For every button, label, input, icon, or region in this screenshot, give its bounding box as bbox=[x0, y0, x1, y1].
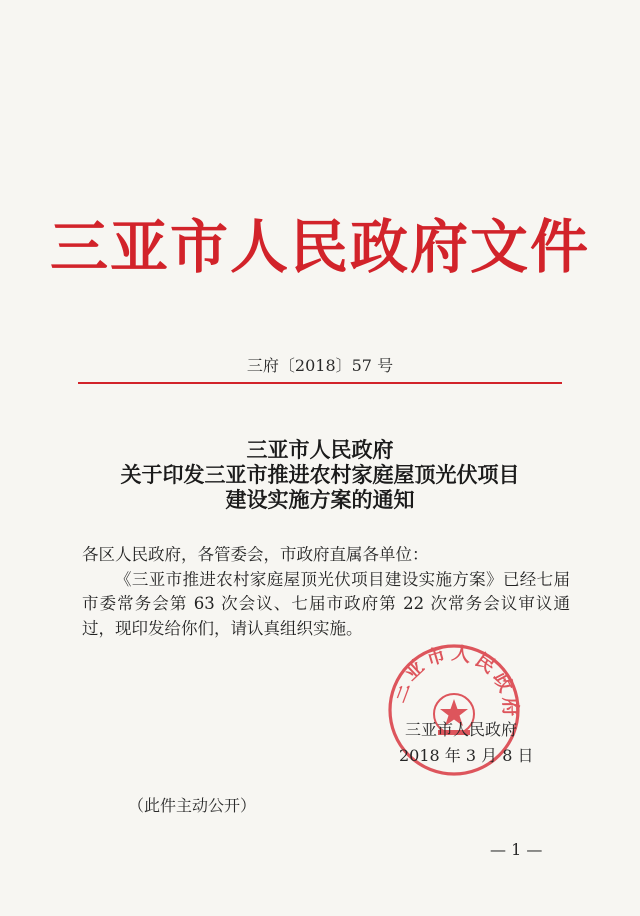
red-separator-line bbox=[78, 382, 562, 384]
title-line-3: 建设实施方案的通知 bbox=[225, 487, 415, 512]
signing-organization: 三亚市人民政府 bbox=[405, 720, 518, 739]
signing-date: 2018 年 3 月 8 日 bbox=[399, 746, 534, 765]
document-body bbox=[82, 543, 570, 641]
svg-text:三亚市人民政府: 三亚市人民政府 bbox=[387, 642, 522, 721]
disclosure-note: （此件主动公开） bbox=[128, 796, 257, 815]
title-line-2: 关于印发三亚市推进农村家庭屋顶光伏项目 bbox=[120, 462, 520, 487]
document-title bbox=[0, 437, 640, 512]
page-number: — 1 — bbox=[490, 840, 543, 859]
document-number: 三府〔2018〕57 号 bbox=[246, 356, 394, 375]
title-line-1: 三亚市人民政府 bbox=[246, 437, 394, 462]
document-masthead: 三亚市人民政府文件 bbox=[49, 213, 590, 281]
body-paragraph: 《三亚市推进农村家庭屋顶光伏项目建设实施方案》已经七届市委常务会第 63 次会议、七届市政府第 22 次常务会议审议通过，现印发给你们，请认真组织实施。 bbox=[82, 569, 570, 638]
salutation: 各区人民政府，各管委会，市政府直属各单位： bbox=[82, 545, 429, 564]
